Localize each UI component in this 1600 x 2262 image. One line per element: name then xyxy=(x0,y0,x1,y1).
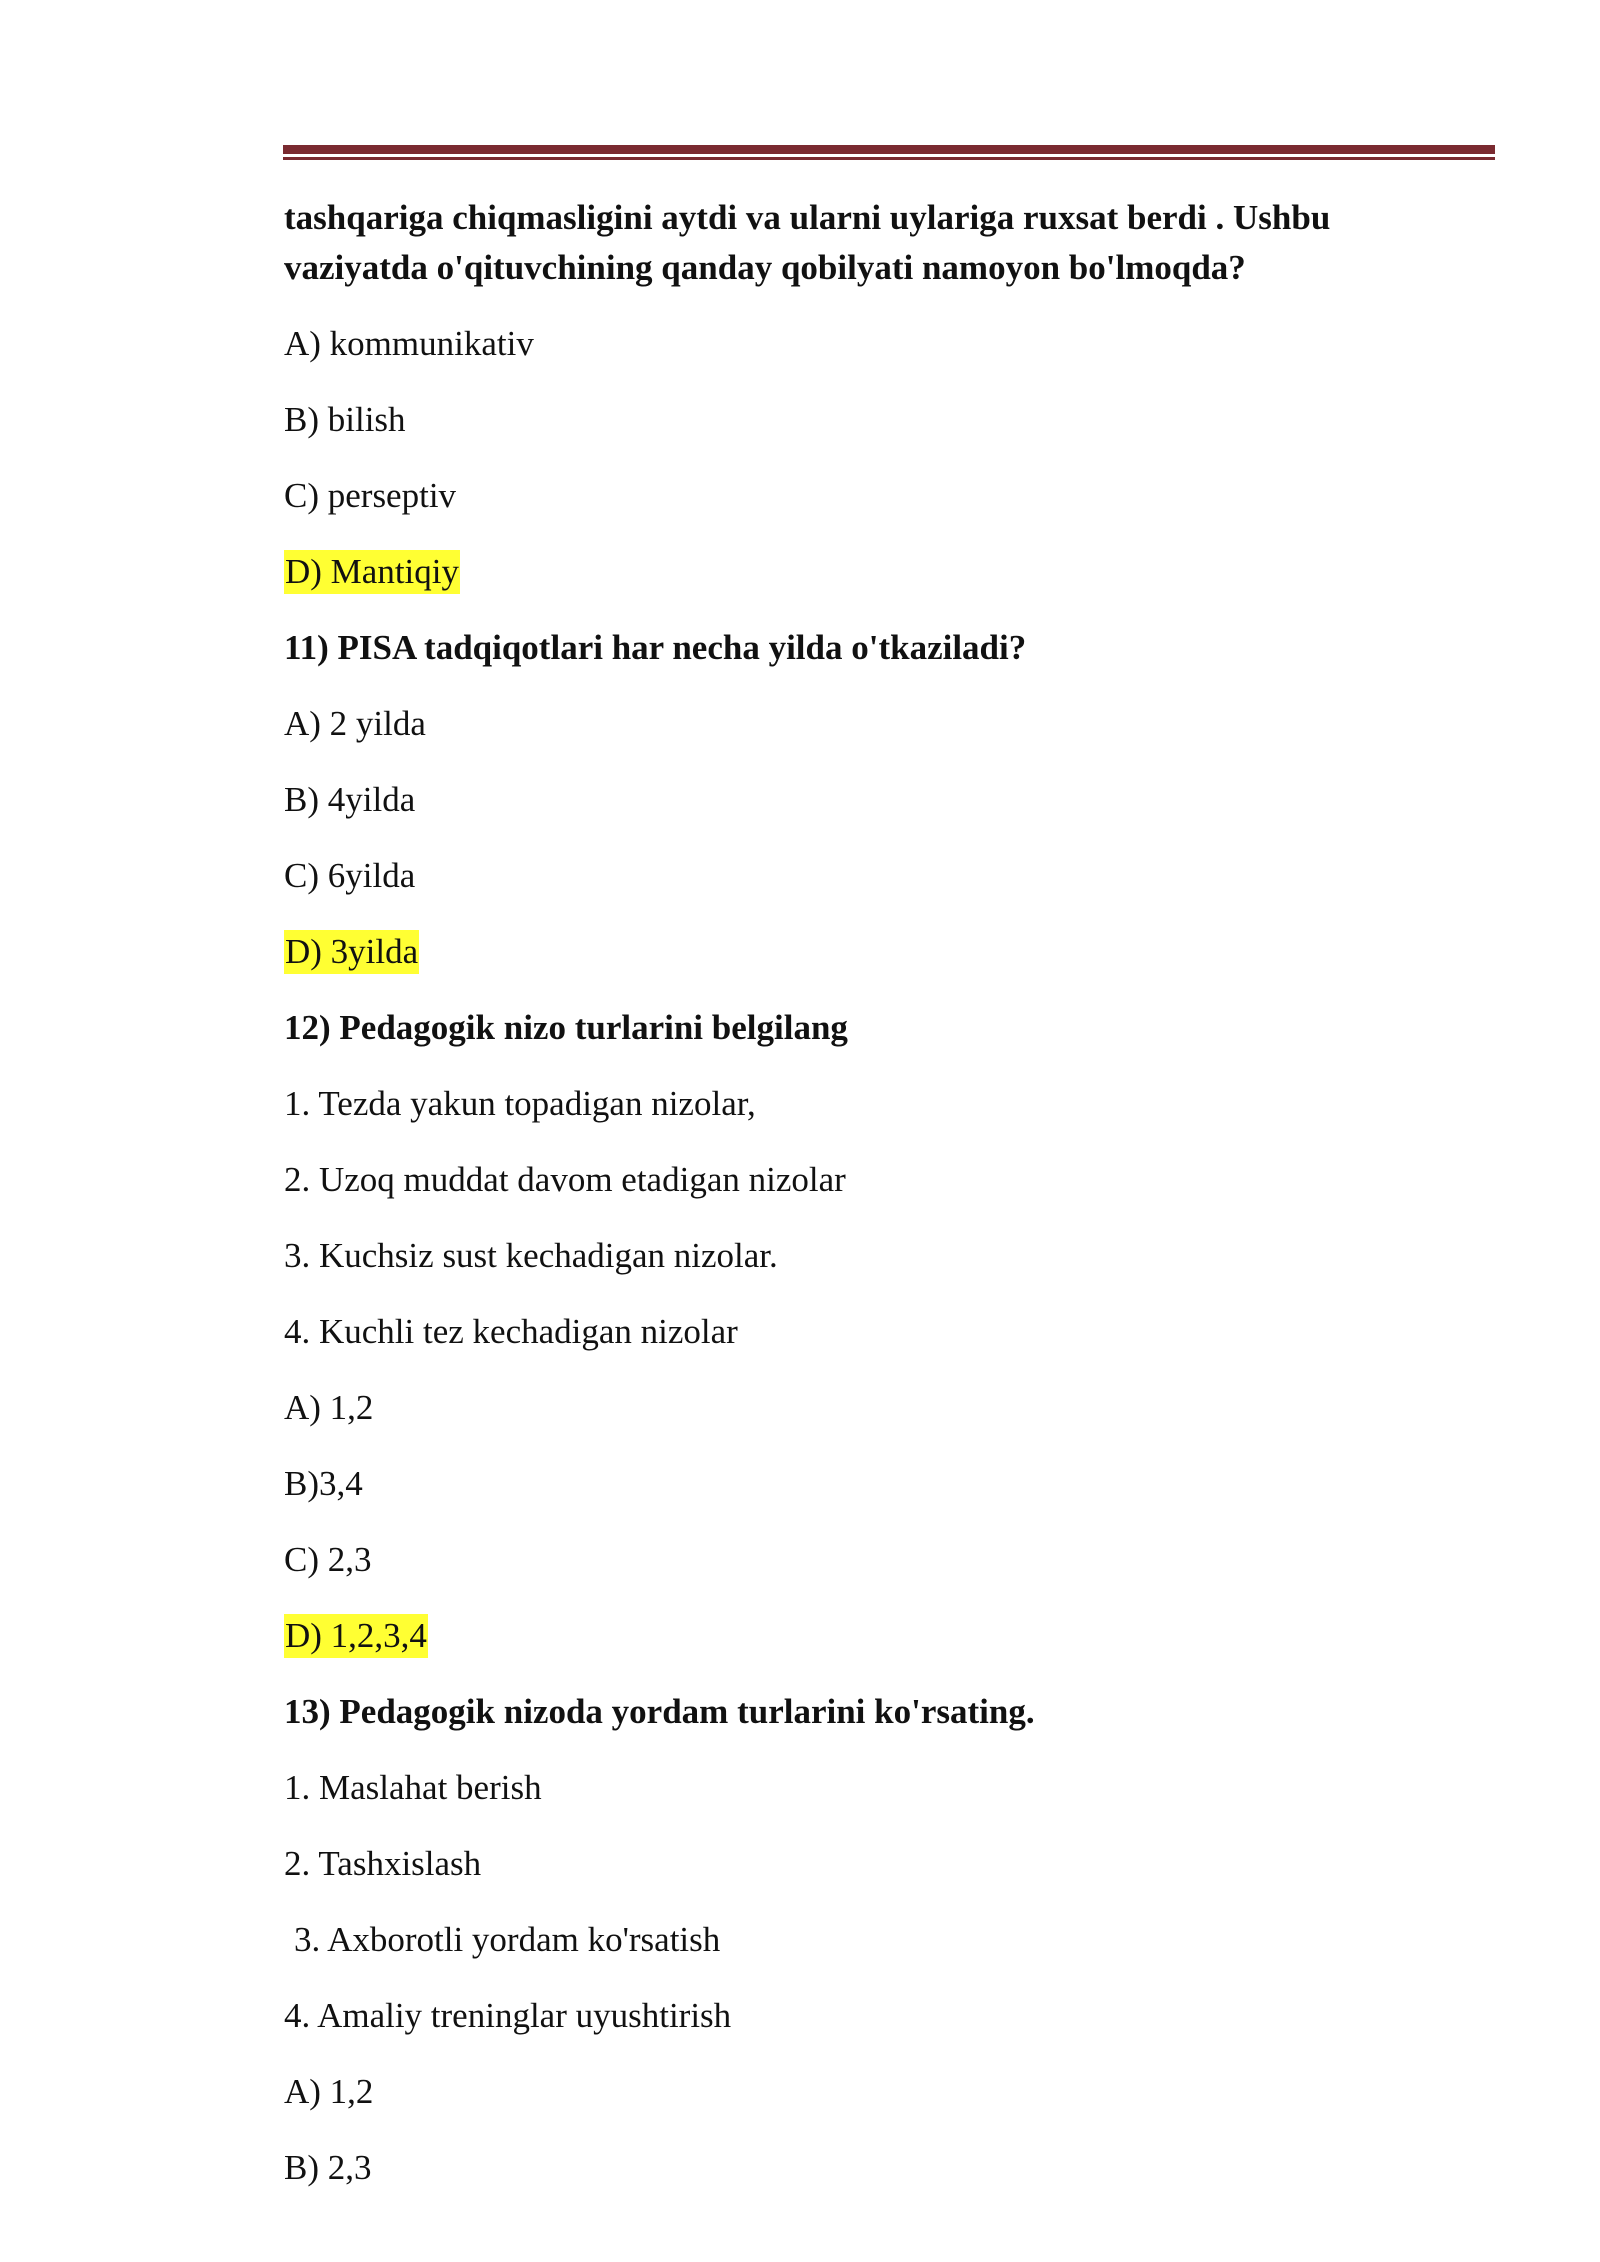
q13-item-3: 3. Axborotli yordam ko'rsatish xyxy=(294,1920,721,1959)
q12-item-2: 2. Uzoq muddat davom etadigan nizolar xyxy=(284,1160,846,1199)
question-12-heading: 12) Pedagogik nizo turlarini belgilang xyxy=(284,1008,848,1047)
question-13-heading: 13) Pedagogik nizoda yordam turlarini ko'rsating. xyxy=(284,1692,1035,1731)
q13-item-1: 1. Maslahat berish xyxy=(284,1768,542,1807)
q11-answer-line xyxy=(284,927,1434,977)
q10-option-b: B) bilish xyxy=(284,400,406,439)
q10-answer-line xyxy=(284,547,1434,597)
q10-option-a: A) kommunikativ xyxy=(284,324,534,363)
q12-option-b: B)3,4 xyxy=(284,1464,363,1503)
q10-option-c: C) perseptiv xyxy=(284,476,457,515)
q13-item-4: 4. Amaliy treninglar uyushtirish xyxy=(284,1996,732,2035)
q12-option-c: C) 2,3 xyxy=(284,1540,372,1579)
q11-option-a: A) 2 yilda xyxy=(284,704,426,743)
q11-option-c: C) 6yilda xyxy=(284,856,416,895)
q13-option-a: A) 1,2 xyxy=(284,2072,374,2111)
header-rule xyxy=(283,145,1495,160)
q12-answer-line xyxy=(284,1611,1434,1661)
q12-option-a: A) 1,2 xyxy=(284,1388,374,1427)
q12-item-4: 4. Kuchli tez kechadigan nizolar xyxy=(284,1312,738,1351)
page-content xyxy=(284,193,1434,2219)
q13-item-2: 2. Tashxislash xyxy=(284,1844,482,1883)
q12-item-3: 3. Kuchsiz sust kechadigan nizolar. xyxy=(284,1236,778,1275)
question-11-heading: 11) PISA tadqiqotlari har necha yilda o'tkaziladi? xyxy=(284,628,1027,667)
question-10-line-2: vaziyatda o'qituvchining qanday qobilyati namoyon bo'lmoqda? xyxy=(284,248,1246,287)
q11-option-b: B) 4yilda xyxy=(284,780,416,819)
q12-answer-highlighted: D) 1,2,3,4 xyxy=(284,1614,428,1658)
question-10-line-1: tashqariga chiqmasligini aytdi va ularni uylariga ruxsat berdi . Ushbu xyxy=(284,198,1331,237)
q13-option-b: B) 2,3 xyxy=(284,2148,372,2187)
q11-answer-highlighted: D) 3yilda xyxy=(284,930,419,974)
q10-answer-highlighted: D) Mantiqiy xyxy=(284,550,460,594)
question-10-text xyxy=(284,193,1434,293)
q12-item-1: 1. Tezda yakun topadigan nizolar, xyxy=(284,1084,756,1123)
